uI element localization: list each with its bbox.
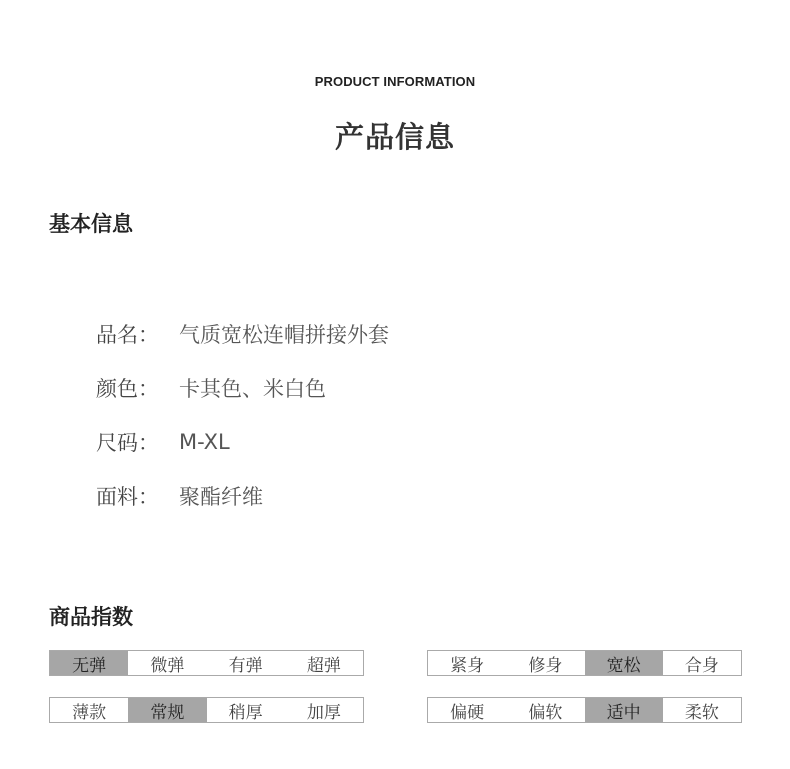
info-label: 面料： (96, 485, 159, 509)
scale-option: 薄款 (72, 702, 107, 723)
softness-scale (427, 697, 742, 723)
scale-option: 加厚 (306, 702, 341, 723)
scale-option: 超弹 (306, 655, 341, 676)
info-value: 聚酯纤维 (179, 485, 263, 509)
page-subtitle: PRODUCT INFORMATION (314, 74, 476, 89)
info-label: 尺码： (96, 431, 159, 455)
info-row-size (96, 415, 389, 469)
scale-option: 有弹 (228, 655, 263, 676)
scale-option: 柔软 (684, 702, 719, 723)
scale-option-selected: 无弹 (50, 651, 128, 675)
scale-option: 微弹 (150, 655, 185, 676)
product-index-heading: 商品指数 (49, 605, 133, 629)
info-row-name (96, 307, 389, 361)
scale-option: 修身 (528, 655, 563, 676)
elasticity-scale (49, 650, 364, 676)
basic-info-heading: 基本信息 (49, 212, 133, 236)
info-label: 颜色： (96, 377, 159, 401)
scale-option: 合身 (684, 655, 719, 676)
scale-option: 紧身 (450, 655, 485, 676)
thickness-scale (49, 697, 364, 723)
scale-option: 稍厚 (228, 702, 263, 723)
scale-option: 偏硬 (450, 702, 485, 723)
basic-info-list (96, 307, 389, 523)
info-row-fabric (96, 469, 389, 523)
info-label: 品名： (96, 323, 159, 347)
scale-option-selected: 常规 (128, 698, 206, 722)
fit-scale (427, 650, 742, 676)
info-row-color (96, 361, 389, 415)
page-title: 产品信息 (334, 120, 455, 154)
scale-option-selected: 适中 (585, 698, 663, 722)
info-value: 气质宽松连帽拼接外套 (179, 323, 389, 347)
scale-option-selected: 宽松 (585, 651, 663, 675)
info-value: M-XL (179, 430, 230, 454)
info-value: 卡其色、米白色 (179, 377, 326, 401)
scale-option: 偏软 (528, 702, 563, 723)
